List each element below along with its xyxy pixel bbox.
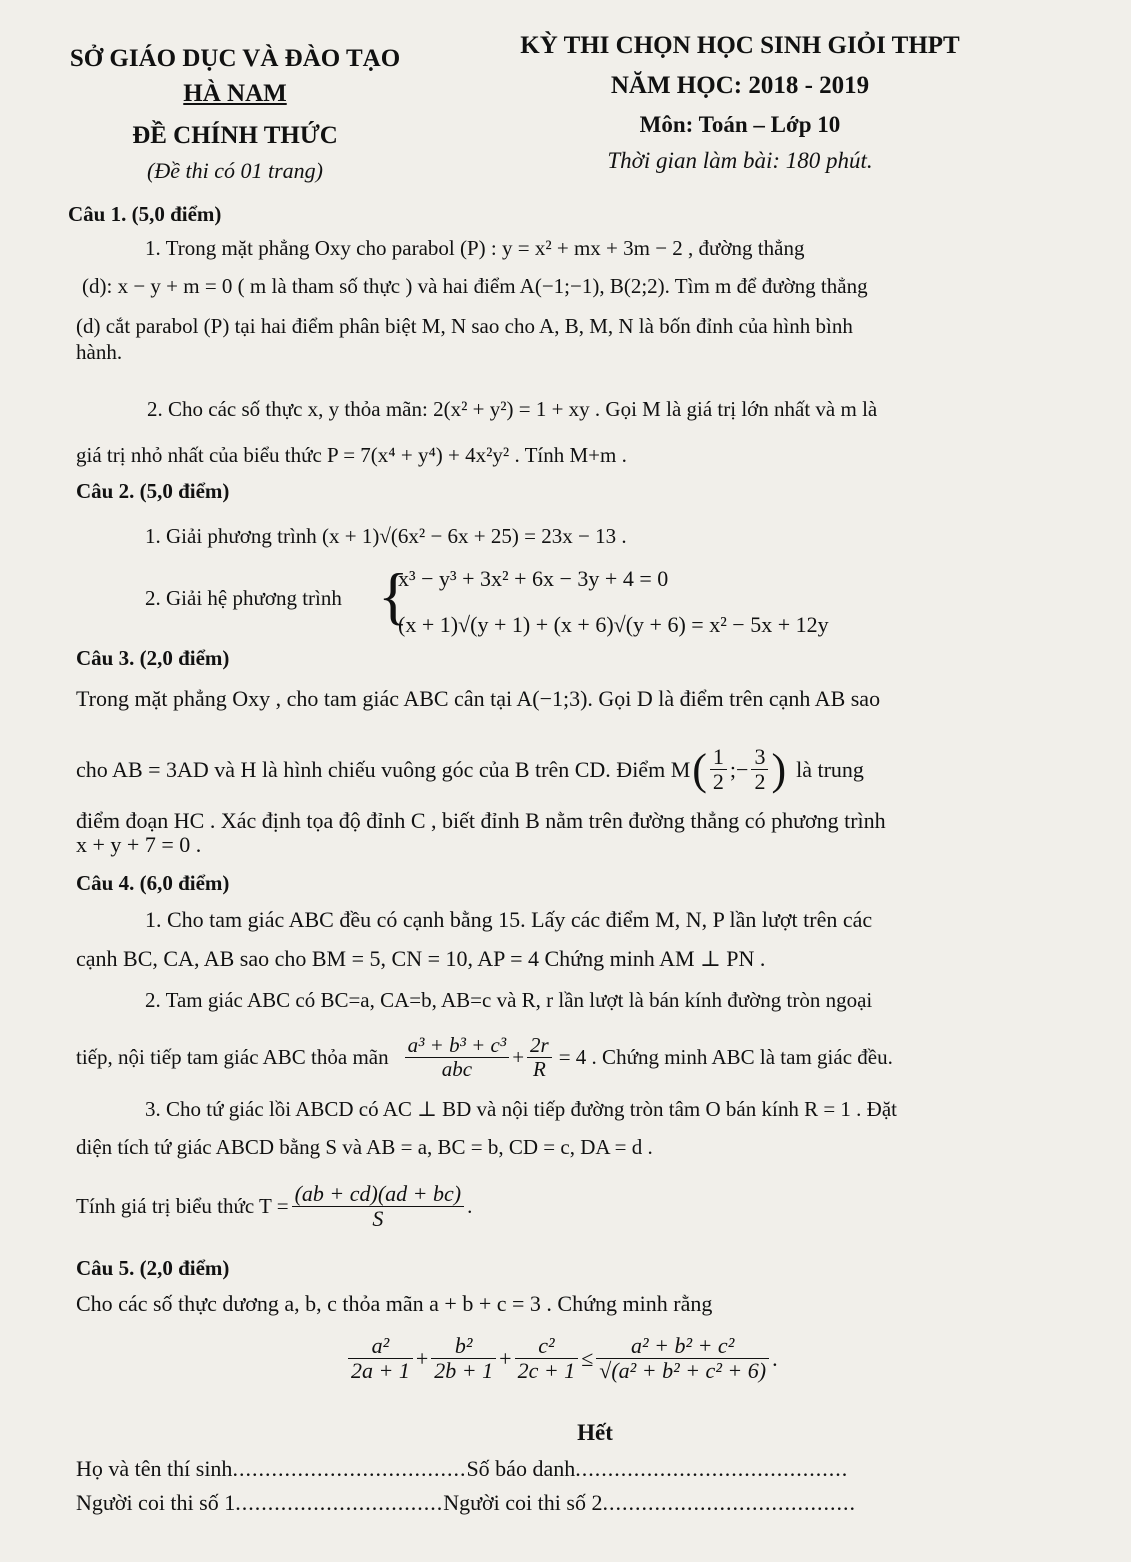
q4-title: Câu 4. (6,0 điểm) — [76, 871, 230, 895]
q4-part3-line3 — [76, 1182, 472, 1231]
proctor-row — [76, 1490, 856, 1516]
q3-line2-end: là trung — [796, 756, 864, 782]
official-label: ĐỀ CHÍNH THỨC — [132, 122, 338, 149]
q4-part3-line1: 3. Cho tứ giác lồi ABCD có AC ⊥ BD và nội tiếp đường tròn tâm O bán kính R = 1 . Đặt — [145, 1097, 898, 1121]
fraction-denominator: S — [372, 1206, 384, 1232]
dotted-line: .................................... — [232, 1456, 467, 1481]
fraction-numerator: 3 — [751, 745, 768, 770]
q1-title: Câu 1. (5,0 điểm) — [68, 202, 222, 226]
q3-line1: Trong mặt phẳng Oxy , cho tam giác ABC cân tại A(−1;3). Gọi D là điểm trên cạnh AB sao — [76, 686, 881, 711]
proctor2-label: Người coi thi số 2 — [443, 1490, 603, 1515]
fraction-numerator: c² — [515, 1334, 579, 1359]
q1-part1-line3: (d) cắt parabol (P) tại hai điểm phân biệt M, N sao cho A, B, M, N là bốn đỉnh của hình bình — [76, 314, 853, 338]
q4-part1-line1: 1. Cho tam giác ABC đều có cạnh bằng 15. Lấy các điểm M, N, P lần lượt trên các — [145, 907, 873, 932]
fraction-numerator: a² + b² + c² — [596, 1334, 769, 1359]
duration: Thời gian làm bài: 180 phút. — [607, 148, 873, 173]
fraction-denominator: 2 — [712, 769, 724, 794]
q4-part1-line2: cạnh BC, CA, AB sao cho BM = 5, CN = 10, AP = 4 Chứng minh AM ⊥ PN . — [76, 946, 766, 971]
fraction-b — [431, 1334, 496, 1383]
fraction-denominator: 2a + 1 — [351, 1358, 410, 1384]
candidate-number-label: Số báo danh — [466, 1456, 576, 1481]
open-paren: ( — [692, 745, 707, 794]
fraction-numerator: 1 — [710, 745, 727, 770]
q5-inequality — [345, 1334, 778, 1383]
fraction-denominator: 2c + 1 — [517, 1358, 576, 1384]
fraction-numerator: (ab + cd)(ad + bc) — [292, 1182, 465, 1207]
school-year: NĂM HỌC: 2018 - 2019 — [610, 72, 870, 99]
fraction-numerator: a² — [348, 1334, 413, 1359]
q4-part3-text: Tính giá trị biểu thức T = — [76, 1194, 289, 1219]
plus-sign: + — [499, 1345, 512, 1371]
q1-part2-line2: giá trị nhỏ nhất của biểu thức P = 7(x⁴ + y⁴) + 4x²y² . Tính M+m . — [76, 443, 627, 467]
q3-line2-text: cho AB = 3AD và H là hình chiếu vuông góc của B trên CD. Điểm M — [76, 756, 691, 782]
fraction-three-halves — [751, 745, 768, 794]
fraction-T — [292, 1182, 465, 1231]
q2-title: Câu 2. (5,0 điểm) — [76, 479, 230, 503]
plus-sign: + — [415, 1345, 429, 1371]
q1-part1-line1: 1. Trong mặt phẳng Oxy cho parabol (P) : y = x² + mx + 3m − 2 , đường thẳng — [145, 236, 805, 260]
period: . — [467, 1194, 473, 1219]
q4-part2-end: = 4 . Chứng minh ABC là tam giác đều. — [558, 1045, 893, 1070]
fraction-denominator: 2b + 1 — [434, 1358, 494, 1384]
fraction-denominator: abc — [441, 1057, 473, 1082]
department-name: SỞ GIÁO DỤC VÀ ĐÀO TẠO — [69, 45, 401, 72]
exam-title: KỲ THI CHỌN HỌC SINH GIỎI THPT — [520, 32, 960, 59]
q1-part1-line4: hành. — [76, 340, 123, 364]
q4-part2-line2 — [76, 1034, 893, 1081]
subject: Môn: Toán – Lớp 10 — [639, 112, 841, 137]
q2-part2-label: 2. Giải hệ phương trình — [145, 586, 342, 610]
q4-part2-text: tiếp, nội tiếp tam giác ABC thỏa mãn — [76, 1045, 389, 1070]
pages-note: (Đề thi có 01 trang) — [147, 158, 323, 183]
q5-title: Câu 5. (2,0 điểm) — [76, 1256, 230, 1280]
candidate-name-label: Họ và tên thí sinh — [76, 1456, 233, 1481]
proctor1-label: Người coi thi số 1 — [76, 1490, 236, 1515]
plus-sign: + — [512, 1045, 525, 1070]
q4-part2-line1: 2. Tam giác ABC có BC=a, CA=b, AB=c và R, r lần lượt là bán kính đường tròn ngoại — [145, 988, 873, 1012]
fraction-c — [515, 1334, 579, 1383]
leq-sign: ≤ — [581, 1345, 594, 1371]
q2-part1: 1. Giải phương trình (x + 1)√(6x² − 6x + 25) = 23x − 13 . — [145, 524, 627, 548]
fraction-denominator: √(a² + b² + c² + 6) — [599, 1358, 767, 1384]
system-brace: { — [378, 560, 409, 631]
fraction-numerator: 2r — [527, 1034, 552, 1058]
dotted-line: .......................................... — [575, 1456, 849, 1481]
fraction-2r-over-R — [527, 1034, 552, 1081]
fraction-half — [710, 745, 727, 794]
q3-line3: điểm đoạn HC . Xác định tọa độ đỉnh C , biết đỉnh B nằm trên đường thẳng có phương trình — [76, 808, 886, 833]
q2-system-eq1: x³ − y³ + 3x² + 6x − 3y + 4 = 0 — [398, 566, 669, 591]
fraction-cubes-over-abc — [405, 1034, 510, 1081]
dotted-line: ................................ — [235, 1490, 444, 1515]
q1-part1-line2: (d): x − y + m = 0 ( m là tham số thực ) và hai điểm A(−1;−1), B(2;2). Tìm m để đường thẳng — [82, 274, 868, 298]
q1-part2-line1: 2. Cho các số thực x, y thỏa mãn: 2(x² + y²) = 1 + xy . Gọi M là giá trị lớn nhất và m là — [147, 397, 878, 421]
candidate-name-row — [76, 1456, 848, 1482]
fraction-denominator: 2 — [754, 769, 766, 794]
close-paren: ) — [771, 745, 787, 794]
end-marker: Hết — [577, 1420, 613, 1445]
end-dot: . — [772, 1345, 778, 1371]
q3-line4: x + y + 7 = 0 . — [76, 832, 202, 857]
q4-part3-line2: diện tích tứ giác ABCD bằng S và AB = a, BC = b, CD = c, DA = d . — [76, 1135, 653, 1159]
q3-title: Câu 3. (2,0 điểm) — [76, 646, 230, 670]
q3-line2 — [76, 744, 864, 795]
fraction-numerator: b² — [431, 1334, 496, 1359]
dotted-line: ....................................... — [602, 1490, 856, 1515]
fraction-denominator: R — [532, 1057, 546, 1082]
q5-line1: Cho các số thực dương a, b, c thỏa mãn a + b + c = 3 . Chứng minh rằng — [76, 1291, 713, 1316]
fraction-a — [348, 1334, 413, 1383]
q2-system-eq2: (x + 1)√(y + 1) + (x + 6)√(y + 6) = x² − 5x + 12y — [398, 612, 829, 637]
fraction-separator: ;− — [729, 756, 749, 782]
fraction-rhs — [596, 1334, 769, 1383]
province-name: HÀ NAM — [183, 80, 287, 107]
fraction-numerator: a³ + b³ + c³ — [405, 1034, 510, 1058]
